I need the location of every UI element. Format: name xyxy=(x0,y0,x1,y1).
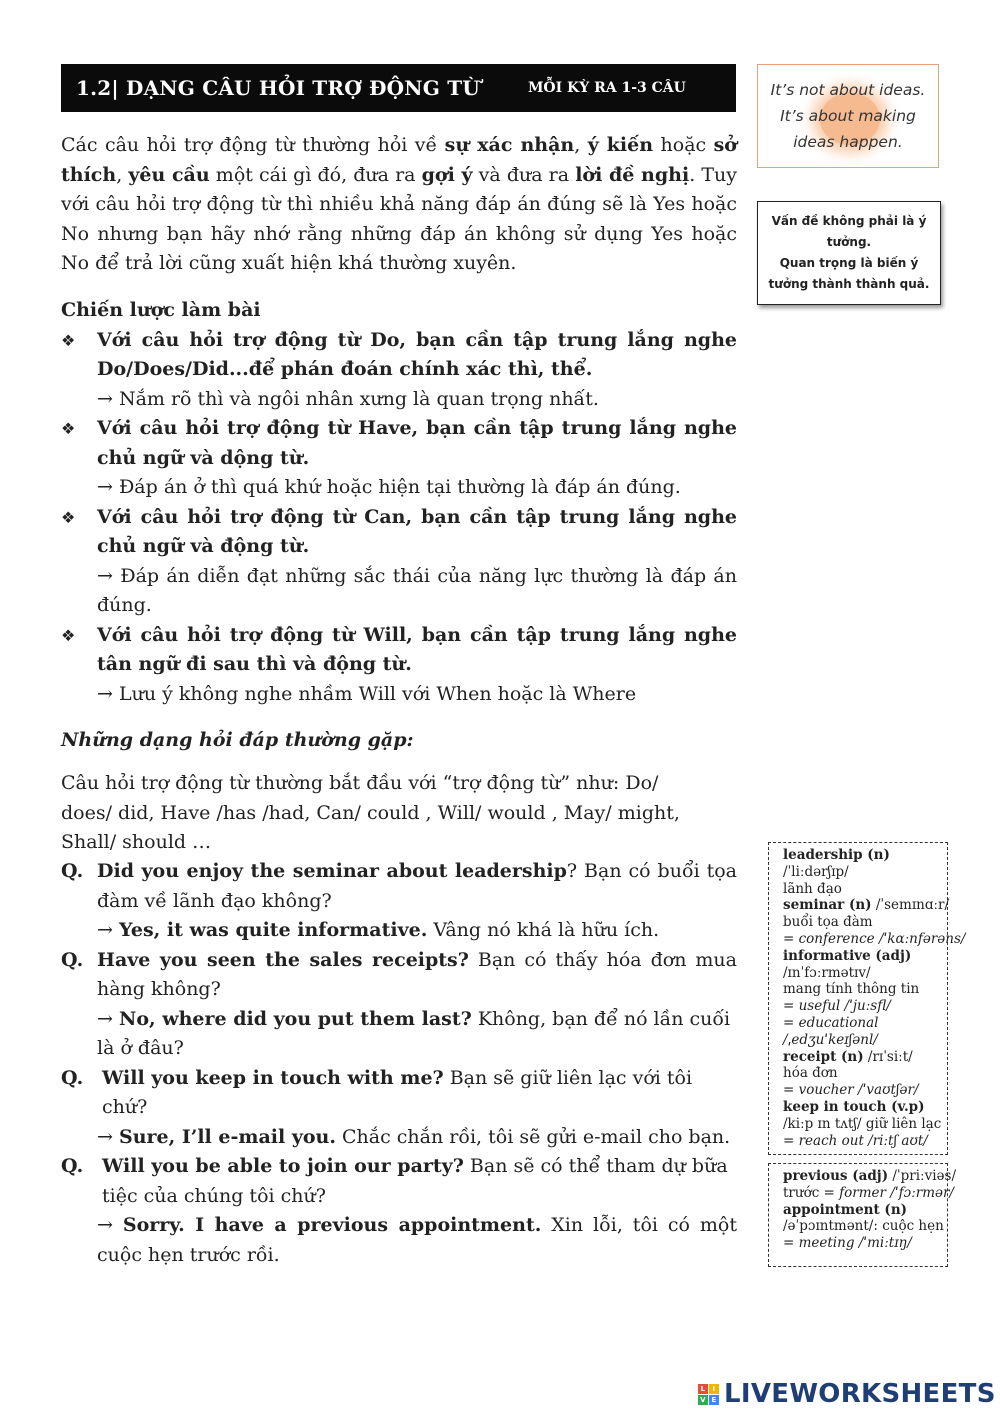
strategy-item: ❖ Với câu hỏi trợ động từ Will, bạn cần tập trung lắng nghe tân ngữ đi sau thì và động từ. → Lưu ý không nghe nhầm Will với When hoặc là Where xyxy=(61,621,737,710)
question-label: Q. xyxy=(61,948,84,971)
section-title: 1.2| DẠNG CÂU HỎI TRỢ ĐỘNG TỪ xyxy=(76,76,480,100)
vocabulary-box: leadership (n) /ˈliːdərʃɪp/ lãnh đạo seminar (n) /ˈsemɪnɑːr/ buổi tọa đàm = conference /ˈkɑːnfərəns/ informative (adj) /ɪnˈfɔːrmətɪv/ mang tính thông tin = useful /ˈjuːsfl/ = educational /ˌedʒuˈkeɪʃənl/ receipt (n) /rɪˈsiːt/ hóa đơn = voucher /ˈvaʊtʃər/ keep in touch (v.p) /kiːp ɪn tʌtʃ/ giữ liên lạc = reach out /riːtʃ aʊt/ xyxy=(768,842,948,1155)
question-label: Q. xyxy=(61,1155,84,1177)
brand-text: LIVEWORKSHEETS xyxy=(724,1379,996,1409)
qa-item: Q. Will you be able to join our party? Bạn sẽ có thể tham dự bữa tiệc của chúng tôi chứ? → Sorry. I have a previous appointment. Xin lỗi, tôi có một cuộc hẹn trước rồi. xyxy=(61,1152,737,1270)
strategy-section xyxy=(61,296,737,709)
diamond-bullet-icon: ❖ xyxy=(61,507,76,527)
strategy-item: ❖ Với câu hỏi trợ động từ Do, bạn cần tập trung lắng nghe Do/Does/Did...để phán đoán chính xác thì, thể. → Nắm rõ thì và ngôi nhân xưng là quan trọng nhất. xyxy=(61,326,737,415)
liveworksheets-logo-icon: L I V E xyxy=(698,1384,719,1405)
qa-item: Q. Did you enjoy the seminar about leadership? Bạn có buổi tọa đàm về lãnh đạo không? → Yes, it was quite informative. Vâng nó khá là hữu ích. xyxy=(61,857,737,946)
common-qa-title: Những dạng hỏi đáp thường gặp: xyxy=(61,729,414,751)
common-qa-intro: Câu hỏi trợ động từ thường bắt đầu với “trợ động từ” như: Do/ does/ did, Have /has /had, Can/ could , Will/ would , May/ might, Shall/ should … xyxy=(61,772,680,853)
qa-list xyxy=(61,857,737,1270)
question-label: Q. xyxy=(61,860,84,882)
diamond-bullet-icon: ❖ xyxy=(61,625,76,645)
intro-paragraph: Các câu hỏi trợ động từ thường hỏi về sự xác nhận, ý kiến hoặc sở thích, yêu cầu một cái gì đó, đưa ra gợi ý và đưa ra lời đề nghị. Tuy với câu hỏi trợ động từ thì nhiều khả năng đáp án đúng sẽ là Yes hoặc No nhưng bạn hãy nhớ rằng những đáp án không sử dụng Yes hoặc No để trả lời cũng xuất hiện khá thường xuyên. xyxy=(61,134,737,274)
question-label: Q. xyxy=(61,1066,84,1089)
strategy-item: ❖ Với câu hỏi trợ động từ Can, bạn cần tập trung lắng nghe chủ ngữ và động từ. → Đáp án diễn đạt những sắc thái của năng lực thường là đáp án đúng. xyxy=(61,503,737,621)
qa-item: Q. Will you keep in touch with me? Bạn sẽ giữ liên lạc với tôi chứ? → Sure, I’ll e-mail you. Chắc chắn rồi, tôi sẽ gửi e-mail cho bạn. xyxy=(61,1064,737,1153)
diamond-bullet-icon: ❖ xyxy=(61,330,76,350)
qa-item: Q. Have you seen the sales receipts? Bạn có thấy hóa đơn mua hàng không? → No, where did you put them last? Không, bạn để nó lần cuối là ở đâu? xyxy=(61,946,737,1064)
quote-box-vietnamese: Vấn đề không phải là ý tưởng. Quan trọng là biến ý tưởng thành thành quả. xyxy=(757,201,941,305)
quote-box-english xyxy=(757,64,939,168)
vocabulary-box: previous (adj) /ˈpriːviəs/ trước = former /ˈfɔːrmər/ appointment (n) /əˈpɔɪntmənt/: cuộc hẹn = meeting /ˈmiːtɪŋ/ xyxy=(768,1163,948,1267)
liveworksheets-brand xyxy=(698,1379,996,1409)
quote-text-english: It’s not about ideas. It’s about making ideas happen. xyxy=(770,81,926,151)
diamond-bullet-icon: ❖ xyxy=(61,419,76,438)
section-header xyxy=(61,64,736,112)
section-subtitle: MỖI KỲ RA 1-3 CÂU xyxy=(527,80,686,96)
strategy-title: Chiến lược làm bài xyxy=(61,299,261,321)
strategy-item: ❖ Với câu hỏi trợ động từ Have, bạn cần tập trung lắng nghe chủ ngữ và dộng từ. → Đáp án ở thì quá khứ hoặc hiện tại thường là đáp án đúng. xyxy=(61,414,737,503)
